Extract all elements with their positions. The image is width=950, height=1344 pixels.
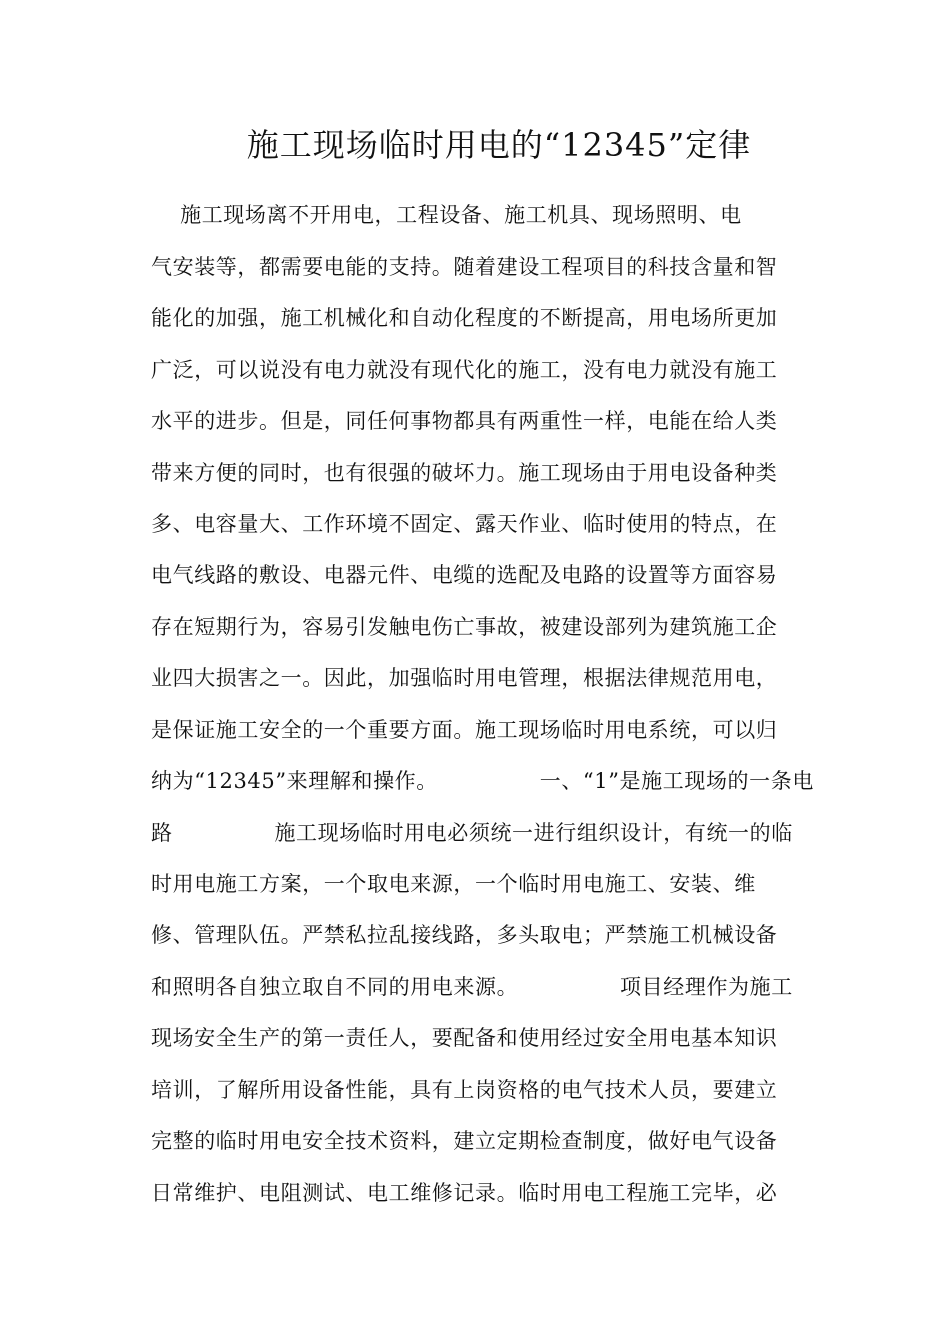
- body-line: 修、管理队伍。严禁私拉乱接线路，多头取电；严禁施工机械设备: [151, 923, 778, 947]
- body-line: 日常维护、电阻测试、电工维修记录。临时用电工程施工完毕，必: [151, 1181, 778, 1205]
- body-line: 存在短期行为，容易引发触电伤亡事故，被建设部列为建筑施工企: [151, 615, 778, 639]
- body-line: 现场安全生产的第一责任人，要配备和使用经过安全用电基本知识: [151, 1026, 778, 1050]
- body-line: 电气线路的敷设、电器元件、电缆的选配及电路的设置等方面容易: [151, 563, 778, 587]
- body-line: 多、电容量大、工作环境不固定、露天作业、临时使用的特点，在: [151, 512, 778, 536]
- body-line: 培训，了解所用设备性能，具有上岗资格的电气技术人员，要建立: [151, 1078, 778, 1102]
- body-line: 路 施工现场临时用电必须统一进行组织设计，有统一的临: [151, 821, 793, 845]
- body-line: 气安装等，都需要电能的支持。随着建设工程项目的科技含量和智: [151, 255, 778, 279]
- body-line: 和照明各自独立取自不同的用电来源。 项目经理作为施工: [151, 975, 793, 999]
- body-line: 带来方便的同时，也有很强的破坏力。施工现场由于用电设备种类: [151, 461, 778, 485]
- body-line: 广泛，可以说没有电力就没有现代化的施工，没有电力就没有施工: [151, 358, 778, 382]
- body-line: 时用电施工方案，一个取电来源，一个临时用电施工、安装、维: [151, 872, 756, 896]
- body-line: 完整的临时用电安全技术资料，建立定期检查制度，做好电气设备: [151, 1129, 778, 1153]
- body-line: 能化的加强，施工机械化和自动化程度的不断提高，用电场所更加: [151, 306, 778, 330]
- body-line: 水平的进步。但是，同任何事物都具有两重性一样，电能在给人类: [151, 409, 778, 433]
- body-line: 是保证施工安全的一个重要方面。施工现场临时用电系统，可以归: [151, 718, 778, 742]
- body-line: 业四大损害之一。因此，加强临时用电管理，根据法律规范用电，: [151, 666, 778, 690]
- body-line: 纳为“12345”来理解和操作。 一、“1”是施工现场的一条电: [151, 769, 814, 793]
- document-title: 施工现场临时用电的“12345”定律: [246, 126, 752, 164]
- body-line: 施工现场离不开用电，工程设备、施工机具、现场照明、电: [151, 203, 742, 227]
